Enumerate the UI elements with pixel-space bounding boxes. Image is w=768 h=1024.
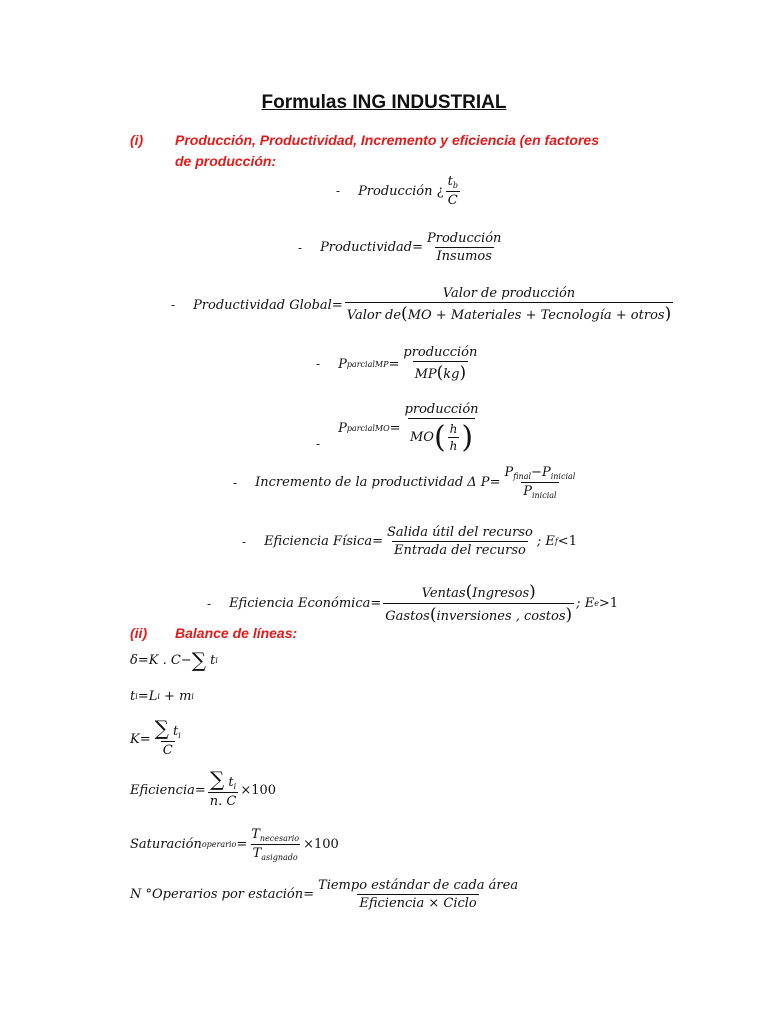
numerator: Producción [427,231,502,246]
page-title: Formulas ING INDUSTRIAL [261,92,507,113]
formula-lhs: Producción [358,183,433,199]
denominator-part: Valor de [346,308,402,323]
formula-produccion [336,174,462,208]
numerator: Tiempo estándar de cada área [318,878,519,893]
formula-term: m [179,689,192,704]
formula-eficiencia: Eficiencia = $\frac{\sum t_i}{n. C}$ ×100 [130,767,277,809]
fraction [403,402,481,455]
fraction [345,286,673,324]
bullet-dash: - [242,534,247,549]
multiplier: ×100 [240,782,277,798]
formula-eficiencia-fisica: - Eficiencia Física = $\frac{\text{Salida útil del recurso}}{\text{Entrada del recurso}}$ ; E f <1 [242,525,577,558]
subscript: parcialMP [346,359,389,369]
numerator-part: Ingresos [472,586,530,601]
subscript: operario [201,840,237,849]
fraction [385,525,535,558]
formula-term: K . C [148,652,181,668]
section-ii-heading: Balance de líneas: [175,625,298,641]
formula-productividad: - Productividad = $\frac{\text{Producción}}{\text{Insumos}}$ [298,231,502,264]
formula-p-parcial-mp: - P parcialMP = $\frac{\text{producción}}{MP(kg)}$ [316,345,478,383]
subscript: i [233,782,237,791]
numerator-part: Ventas [421,586,466,601]
bullet-dash: - [207,596,212,611]
section-ii-number: (ii) [130,625,148,641]
condition-e: E [545,534,555,549]
fraction [208,767,239,809]
fraction: $\frac{\text{Ventas(Ingresos)}}{\text{Gastos(inversiones , costos)}}$ [385,582,573,625]
subscript: necesario [259,834,300,843]
formula-delta: δ = K . C − ∑ t i [130,648,218,672]
subscript: i [191,692,194,701]
formula-productividad-global: - Productividad Global = $\frac{\text{Valor de producción}}{\text{Valor de(MO + Materiales + Tecnología + otros)}}$ [171,286,672,324]
p-symbol: P [504,465,514,480]
inner-fraction [448,422,460,453]
numerator: t [228,775,234,790]
formula-ti: t i = L i + m i [130,689,194,704]
numerator: t [173,724,179,739]
bullet-dash: - [298,240,303,255]
formula-eficiencia-economica: - Eficiencia Económica = $\frac{\text{Ventas(Ingresos)}}{\text{Gastos(inversiones , costos)}}$ ; E e >1 [207,582,619,625]
delta-p: Δ P [467,475,490,490]
denominator-part: MO + Materiales + Tecnología + otros [407,308,665,323]
section-i-heading: Producción, Productividad, Incremento y eficiencia (en factores de producción: [175,132,599,169]
formula-term: t [210,652,216,668]
formula-lhs: K [130,731,140,747]
formula-k: K = $\frac{\sum t_i}{C}$ [130,716,181,758]
subscript: final [513,472,532,481]
denominator-part: MP [414,367,437,382]
condition-e: E [584,596,595,611]
denominator: Eficiencia × Ciclo [359,896,477,911]
subscript: parcialMO [346,424,390,433]
denominator: Valor de(MO + Materiales + Tecnología + otros) [346,304,672,324]
denominator-part: inversiones , costos [436,609,566,624]
formula-lhs: Eficiencia Física [264,534,373,549]
formula-lhs: N °Operarios por estación [130,887,304,902]
denominator: MO ( $\frac{h}{h}$ ) [409,420,474,455]
denominator: MP(kg) [414,363,467,383]
denominator: Entrada del recurso [393,543,526,558]
denominator: h [449,439,458,453]
bullet-dash: - [233,475,238,490]
section-i-number: (i) [130,132,144,148]
denominator: C [447,193,458,208]
numerator: t [447,174,453,189]
p-symbol: P [523,484,532,499]
subscript: b [452,181,458,190]
formula-lhs: Eficiencia [130,782,195,798]
fraction: $\frac{P_{final}-P_{inicial}}{P_{inicial}}$ [504,465,576,500]
fraction [316,878,520,911]
formula-operator: ¿ [436,183,444,199]
subscript: i [157,692,160,701]
denominator: Insumos [436,249,492,264]
formula-p-parcial-mo: - P parcialMO = producción MO ( $\frac{h}{h}$ ) [316,402,479,455]
denominator: n. C [209,794,237,809]
formula-saturacion: Saturación operario = $\frac{T_{necesario}}{T_{asignado}}$ ×100 [130,827,339,862]
sigma-symbol: ∑ [191,648,206,672]
formula-lhs: Saturación [130,837,202,852]
formula-lhs: P [338,356,347,372]
denominator-part: kg [443,367,460,382]
fraction [425,231,503,264]
subscript: e [594,599,599,608]
formula-lhs: t [130,689,136,704]
condition: <1 [557,534,577,549]
formula-lhs: Eficiencia Económica [229,596,371,611]
numerator: producción [403,345,478,360]
formula-lhs: δ [130,652,138,668]
fraction [401,345,479,383]
fraction [249,827,301,862]
formula-lhs: Productividad [320,240,413,255]
subscript: f [554,537,558,546]
denominator-part: MO [409,430,434,445]
subscript: asignado [261,853,298,862]
subscript: inicial [531,491,557,500]
numerator: Valor de producción [442,286,576,301]
formula-lhs: Incremento de la productividad [255,475,464,490]
p-symbol: P [541,465,551,480]
sigma-symbol: ∑ [154,716,169,740]
subscript: inicial [550,472,576,481]
subscript: i [178,731,181,740]
subscript: i [215,655,218,665]
bullet-dash: - [336,184,341,198]
subscript: i [135,692,138,701]
numerator: Salida útil del recurso [387,525,533,540]
fraction [446,174,460,208]
condition: >1 [598,596,619,611]
numerator: T [251,827,260,842]
formula-operarios: N °Operarios por estación = $\frac{\text{Tiempo estándar de cada área}}{\text{Eficiencia × Ciclo}}$ [130,878,519,911]
numerator: h [449,422,458,436]
denominator: T [252,846,262,861]
denominator: C [162,743,173,758]
numerator: producción [404,402,479,417]
formula-lhs: P [338,421,347,436]
bullet-dash: - [316,436,321,451]
formula-lhs: Productividad Global [193,297,332,313]
formula-incremento-productividad: - Incremento de la productividad Δ P = $\frac{P_{final}-P_{inicial}}{P_{inicial}}$ [233,465,576,500]
bullet-dash: - [171,298,176,312]
multiplier: ×100 [303,837,339,852]
formula-term: L [148,689,158,704]
bullet-dash: - [316,357,321,371]
denominator-part: Gastos [385,609,430,624]
sigma-symbol: ∑ [209,767,225,791]
